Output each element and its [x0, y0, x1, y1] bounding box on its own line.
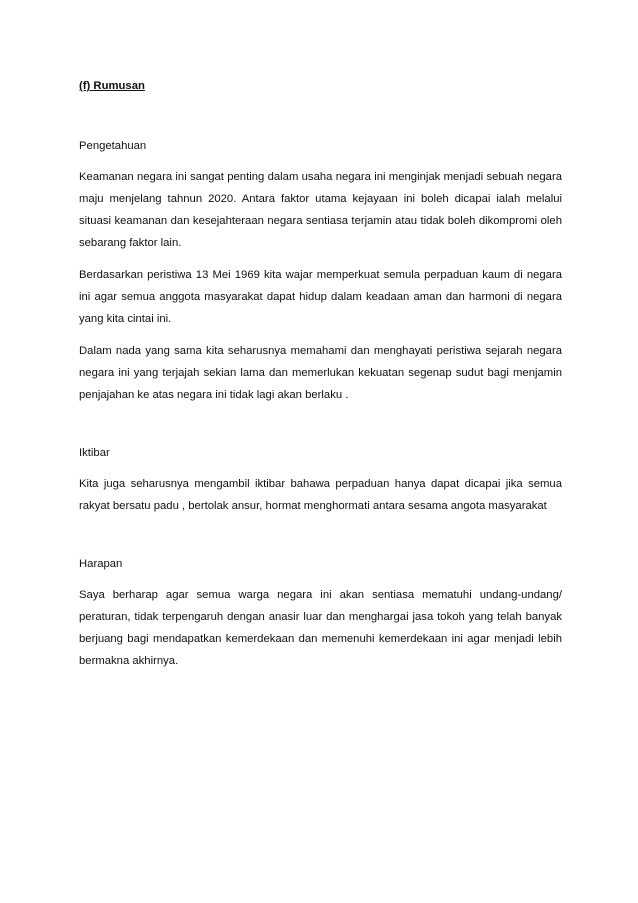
- paragraph-iktibar-1: Kita juga seharusnya mengambil iktibar bahawa perpaduan hanya dapat dicapai jika semua rakyat bersatu padu , bertolak ansur, hormat menghormati antara sesama angota masyarakat: [79, 478, 562, 512]
- section-title: (f) Rumusan: [79, 80, 145, 92]
- heading-iktibar: Iktibar: [79, 447, 110, 459]
- paragraph-harapan-1: Saya berharap agar semua warga negara ini akan sentiasa mematuhi undang-undang/ peraturan, tidak terpengaruh dengan anasir luar dan menghargai jasa tokoh yang telah banyak berjuang bagi mendapatkan kemerdekaan dan memenuhi kemerdekaan ini agar menjadi lebih bermakna akhirnya.: [79, 589, 562, 667]
- paragraph-pengetahuan-2: Berdasarkan peristiwa 13 Mei 1969 kita wajar memperkuat semula perpaduan kaum di negara ini agar semua anggota masyarakat dapat hidup dalam keadaan aman dan harmoni di negara yang kita cintai ini.: [79, 269, 562, 325]
- paragraph-pengetahuan-1: Keamanan negara ini sangat penting dalam usaha negara ini menginjak menjadi sebuah negara maju menjelang tahnun 2020. Antara faktor utama kejayaan ini boleh dicapai ialah melalui situasi keamanan dan kesejahteraan negara sentiasa terjamin atau tidak boleh dikompromi oleh sebarang faktor lain.: [79, 171, 562, 249]
- heading-harapan: Harapan: [79, 558, 123, 570]
- heading-pengetahuan: Pengetahuan: [79, 140, 147, 152]
- paragraph-pengetahuan-3: Dalam nada yang sama kita seharusnya memahami dan menghayati peristiwa sejarah negara negara ini yang terjajah sekian lama dan memerlukan kekuatan segenap sudut bagi menjamin penjajahan ke atas negara ini tidak lagi akan berlaku .: [79, 345, 562, 401]
- document-body: [79, 79, 562, 672]
